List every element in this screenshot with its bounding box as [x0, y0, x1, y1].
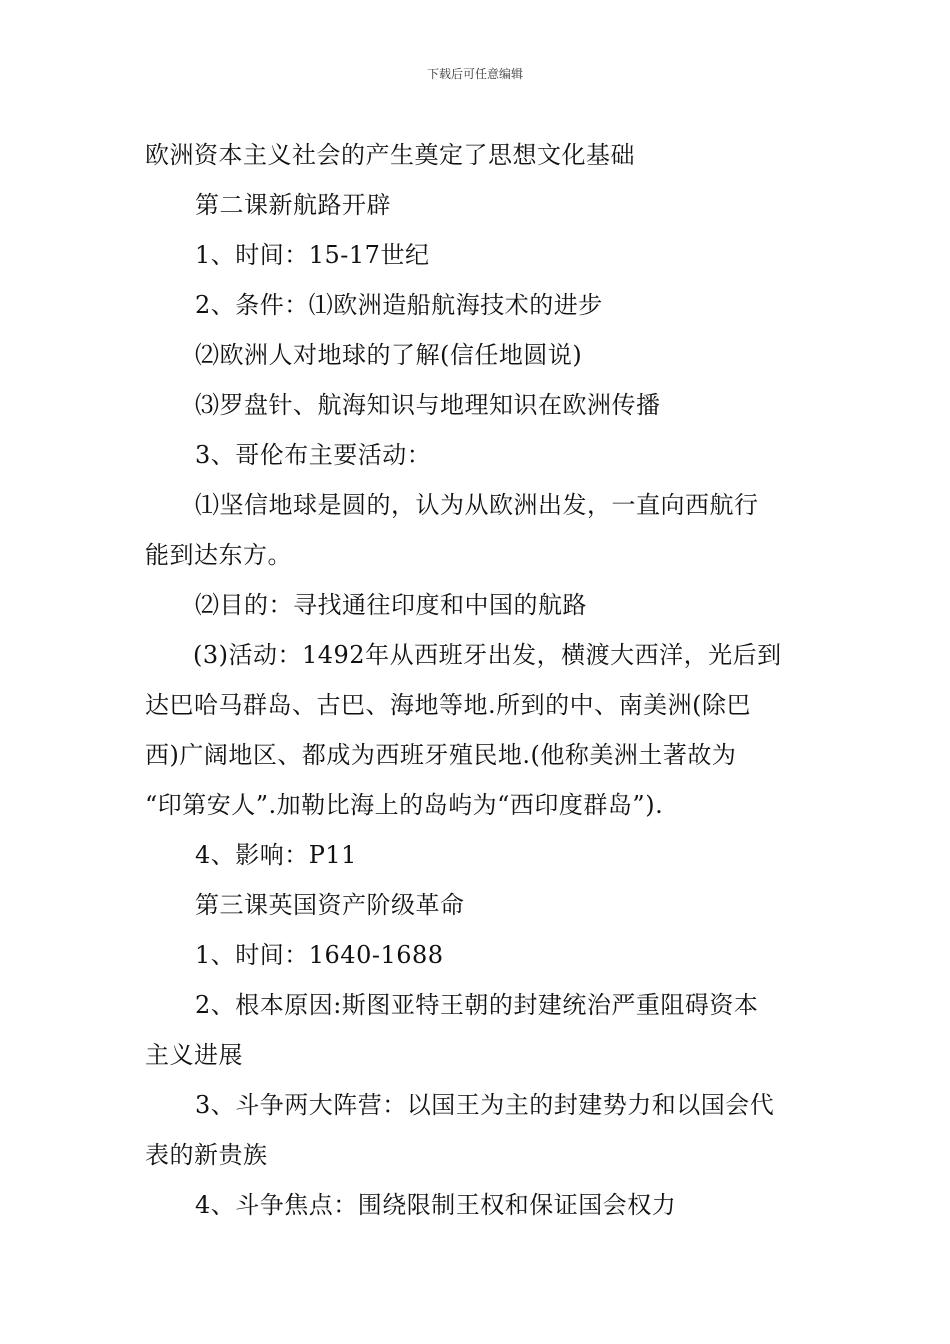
paragraph-line: 能到达东方。 [145, 541, 292, 569]
paragraph-line: 1、时间：1640-1688 [195, 941, 444, 969]
paragraph-line: 2、根本原因:斯图亚特王朝的封建统治严重阻碍资本 [195, 991, 759, 1019]
lesson-heading: 第二课新航路开辟 [195, 191, 391, 219]
paragraph-line: 主义进展 [145, 1041, 243, 1069]
paragraph-line: 欧洲资本主义社会的产生奠定了思想文化基础 [145, 141, 635, 169]
paragraph-line: 达巴哈马群岛、古巴、海地等地.所到的中、南美洲(除巴 [145, 691, 751, 719]
paragraph-line: 表的新贵族 [145, 1141, 268, 1169]
document-body [145, 130, 810, 1230]
paragraph-line: 4、影响：P11 [195, 841, 357, 869]
paragraph-line: ⑵目的：寻找通往印度和中国的航路 [195, 591, 587, 619]
paragraph-line: 4、斗争焦点：围绕限制王权和保证国会权力 [195, 1191, 677, 1219]
paragraph-line: “印第安人”.加勒比海上的岛屿为“西印度群岛”). [145, 791, 664, 819]
lesson-heading: 第三课英国资产阶级革命 [195, 891, 465, 919]
paragraph-line: 3、哥伦布主要活动： [195, 441, 432, 469]
paragraph-line: 1、时间：15-17世纪 [195, 241, 430, 269]
paragraph-line: 2、条件：⑴欧洲造船航海技术的进步 [195, 291, 603, 319]
paragraph-line: ⑴坚信地球是圆的，认为从欧洲出发，一直向西航行 [195, 491, 759, 519]
paragraph-line: ⑶罗盘针、航海知识与地理知识在欧洲传播 [195, 391, 661, 419]
paragraph-line: 3、斗争两大阵营：以国王为主的封建势力和以国会代 [195, 1091, 775, 1119]
paragraph-line: 西)广阔地区、都成为西班牙殖民地.(他称美洲土著故为 [145, 741, 737, 769]
paragraph-line: ⑵欧洲人对地球的了解(信任地圆说) [195, 341, 583, 369]
paragraph-line: (3)活动：1492年从西班牙出发，横渡大西洋，光后到 [193, 641, 782, 669]
page-header: 下载后可任意编辑 [426, 67, 523, 81]
